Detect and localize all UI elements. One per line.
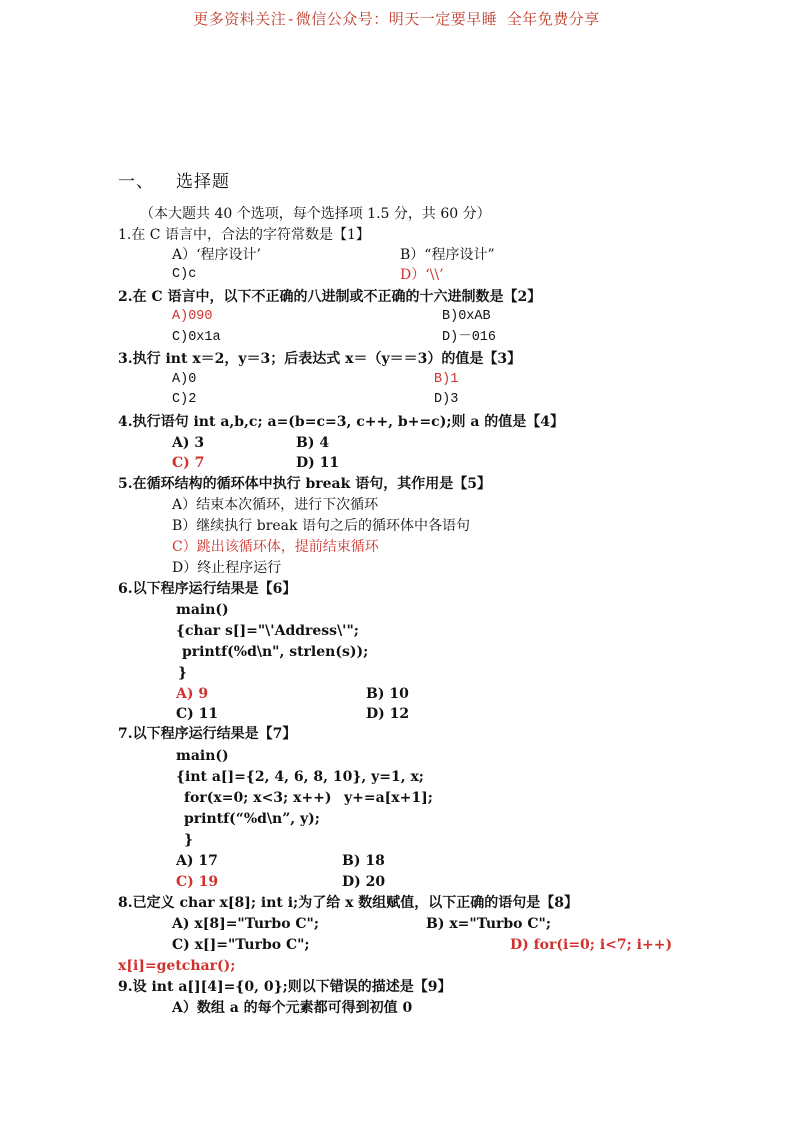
q6-option-a: A) 9	[176, 686, 209, 702]
q3-option-a: A)0	[172, 372, 197, 387]
q6-code-line-1: main()	[176, 602, 229, 618]
q7-option-b: B) 18	[342, 853, 385, 869]
q3-option-d: D)3	[434, 392, 459, 407]
q7-code-line-1: main()	[176, 748, 229, 764]
section-title: 选择题	[176, 172, 230, 192]
q2-stem	[118, 287, 541, 307]
q6-stem: 6.以下程序运行结果是【6】	[118, 581, 297, 597]
q7-code-line-3a: for(x=0; x<3; x++)	[184, 790, 332, 806]
q5-stem: 5.在循环结构的循环体中执行 break 语句，其作用是【5】	[118, 476, 491, 492]
q5-option-a: A）结束本次循环，进行下次循环	[172, 497, 379, 513]
q6-code-line-3: printf(%d\n", strlen(s));	[182, 644, 369, 660]
top-banner: 更多资料关注-微信公众号：明天一定要早睡 全年免费分享	[193, 10, 600, 28]
q1-stem: 1.在 C 语言中，合法的字符常数是【1】	[118, 227, 370, 243]
q7-code-line-2: {int a[]={2, 4, 6, 8, 10}, y=1, x;	[176, 769, 424, 785]
q2-option-a: A)090	[172, 309, 213, 324]
q7-option-c: C) 19	[176, 874, 219, 890]
q7-code-line-5: }	[184, 832, 194, 848]
q4-option-d: D) 11	[296, 455, 340, 471]
q6-code-line-4: }	[178, 665, 188, 681]
q6-option-b: B) 10	[366, 686, 409, 702]
q5-option-c: C）跳出该循环体，提前结束循环	[172, 539, 379, 555]
q3-option-c: C)2	[172, 392, 197, 407]
section-note: （本大题共 40 个选项，每个选择项 1.5 分，共 60 分）	[140, 206, 491, 222]
q7-code-line-4: printf(“%d\n”, y);	[184, 811, 320, 827]
q4-option-a: A) 3	[172, 435, 205, 451]
q5-option-d: D）终止程序运行	[172, 560, 282, 576]
q7-option-a: A) 17	[176, 853, 218, 869]
q9-stem: 9.设 int a[][4]={0, 0};则以下错误的描述是【9】	[118, 979, 452, 995]
q2-stem-text: 2.在 C 语言中，以下不正确的八进制或不正确的十六进制数是【2】	[118, 289, 542, 305]
q3-option-b: B)1	[434, 372, 459, 387]
q7-code-line-3b: y+=a[x+1];	[344, 790, 433, 806]
q4-stem: 4.执行语句 int a,b,c; a=(b=c=3, c++, b+=c);则 a 的值是【4】	[118, 414, 565, 430]
q7-option-d: D) 20	[342, 874, 386, 890]
q1-option-a: A）‘程序设计’	[172, 247, 262, 263]
q2-option-c: C)0x1a	[172, 330, 221, 345]
q5-option-b: B）继续执行 break 语句之后的循环体中各语句	[172, 518, 470, 534]
section-number: 一、	[118, 172, 154, 192]
q8-option-d: D) for(i=0; i<7; i++)	[510, 937, 673, 953]
q6-option-c: C) 11	[176, 706, 219, 722]
q8-stem: 8.已定义 char x[8]; int i;为了给 x 数组赋值，以下正确的语句是【8】	[118, 895, 579, 911]
q4-option-c: C) 7	[172, 455, 205, 471]
q1-option-b: B）“程序设计”	[400, 247, 495, 263]
q8-option-d-continued: x[i]=getchar();	[118, 958, 236, 974]
q9-option-a	[172, 998, 412, 1018]
q3-stem: 3.执行 int x＝2，y＝3；后表达式 x＝（y＝＝3）的值是【3】	[118, 351, 522, 367]
q1-option-d: D）‘\\’	[400, 267, 444, 283]
q6-code-line-2: {char s[]="\'Address\'";	[176, 623, 359, 639]
q2-option-b: B)0xAB	[442, 309, 491, 324]
q8-option-c: C) x[]="Turbo C";	[172, 937, 310, 953]
q1-option-c: C)c	[172, 267, 197, 282]
q7-stem: 7.以下程序运行结果是【7】	[118, 726, 297, 742]
q8-option-a: A) x[8]="Turbo C";	[172, 916, 320, 932]
q8-option-b: B) x="Turbo C";	[426, 916, 551, 932]
q4-option-b: B) 4	[296, 435, 330, 451]
q6-option-d: D) 12	[366, 706, 410, 722]
q2-option-d: D)－016	[442, 330, 497, 345]
q9-option-a-text: A）数组 a 的每个元素都可得到初值 0	[172, 1000, 413, 1016]
